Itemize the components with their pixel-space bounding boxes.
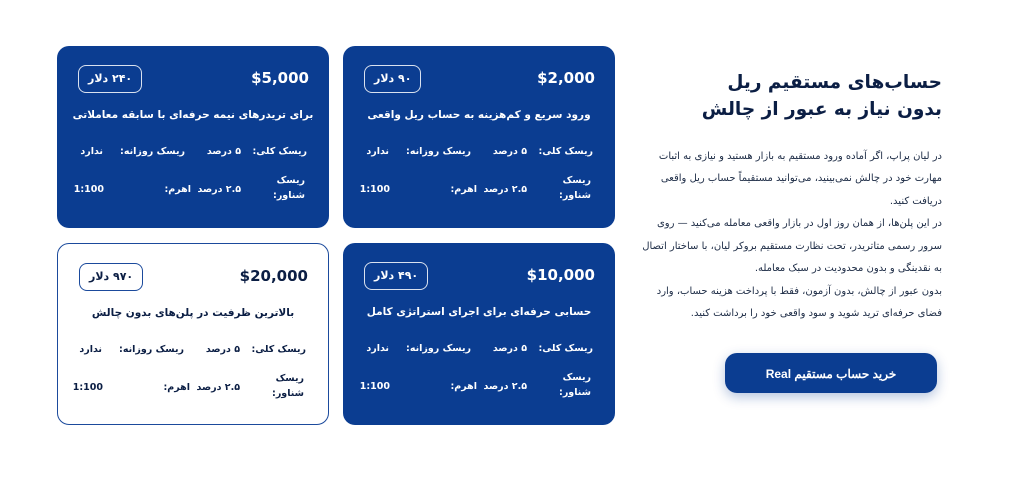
leverage-label: اهرم: (163, 382, 190, 393)
daily-risk-value: ندارد (80, 146, 103, 157)
total-risk-label: ریسک کلی: (538, 146, 593, 157)
buy-real-account-button[interactable]: خرید حساب مستقیم Real (725, 353, 937, 393)
daily-risk-value: ندارد (366, 343, 389, 354)
plan-description: برای تریدرهای نیمه حرفه‌ای با سابقه معاملاتی (72, 109, 314, 121)
plan-fee-badge: ۲۴۰ دلار (78, 65, 142, 93)
plan-card-5000[interactable] (57, 46, 329, 228)
plan-fee-badge: ۹۷۰ دلار (79, 263, 143, 291)
intro-heading-line2: بدون نیاز به عبور از چالش (701, 98, 942, 120)
daily-risk-label: ریسک روزانه: (406, 343, 471, 354)
leverage-value: 1:100 (72, 382, 103, 393)
total-risk-label: ریسک کلی: (252, 146, 307, 157)
daily-risk-value: ندارد (366, 146, 389, 157)
plan-description: بالاترین ظرفیت در پلن‌های بدون چالش (91, 307, 295, 319)
plan-fee-badge: ۹۰ دلار (364, 65, 421, 93)
total-risk-value: ۵ درصد (492, 146, 527, 157)
intro-heading-line1: حساب‌های مستقیم ریل (727, 72, 942, 93)
floating-risk-label: ریسک شناور: (272, 373, 304, 399)
leverage-label: اهرم: (450, 184, 477, 195)
floating-risk-label: ریسک شناور: (559, 175, 591, 201)
plan-fee-badge: ۴۹۰ دلار (364, 262, 428, 290)
daily-risk-label: ریسک روزانه: (406, 146, 471, 157)
total-risk-value: ۵ درصد (205, 344, 240, 355)
plan-card-10000[interactable] (343, 243, 615, 425)
intro-section (642, 70, 942, 326)
daily-risk-label: ریسک روزانه: (119, 344, 184, 355)
leverage-value: 1:100 (73, 184, 104, 195)
floating-risk-label: ریسک شناور: (559, 372, 591, 398)
total-risk-value: ۵ درصد (492, 343, 527, 354)
daily-risk-value: ندارد (79, 344, 102, 355)
leverage-label: اهرم: (164, 184, 191, 195)
intro-paragraph-3: بدون عبور از چالش، بدون آزمون، فقط با پرداخت هزینه حساب، وارد فضای حرفه‌ای ترید شوید و سود واقعی خود را برداشت کنید. (656, 285, 942, 320)
intro-paragraph-2: در این پلن‌ها، از همان روز اول در بازار واقعی معامله می‌کنید — روی سرور رسمی متاتریدر، تحت نظارت مستقیم بروکر لیان، با ساختار اتصال به نقدینگی و بدون محدودیت در سبک معامله. (642, 218, 942, 275)
total-risk-value: ۵ درصد (206, 146, 241, 157)
plan-price: $10,000 (526, 266, 595, 284)
intro-heading (642, 70, 942, 124)
plan-price: $5,000 (251, 69, 309, 87)
total-risk-label: ریسک کلی: (251, 344, 306, 355)
leverage-value: 1:100 (359, 184, 390, 195)
floating-risk-label: ریسک شناور: (273, 175, 305, 201)
plan-price: $2,000 (537, 69, 595, 87)
floating-risk-value: ۲.۵ درصد (483, 184, 527, 195)
floating-risk-value: ۲.۵ درصد (483, 381, 527, 392)
plan-card-2000[interactable] (343, 46, 615, 228)
plan-price: $20,000 (239, 267, 308, 285)
plan-description: ورود سریع و کم‌هزینه به حساب ریل واقعی (367, 109, 591, 121)
daily-risk-label: ریسک روزانه: (120, 146, 185, 157)
total-risk-label: ریسک کلی: (538, 343, 593, 354)
leverage-value: 1:100 (359, 381, 390, 392)
plan-description: حسابی حرفه‌ای برای اجرای استراتژی کامل (366, 306, 592, 318)
floating-risk-value: ۲.۵ درصد (196, 382, 240, 393)
leverage-label: اهرم: (450, 381, 477, 392)
plan-card-20000[interactable] (57, 243, 329, 425)
floating-risk-value: ۲.۵ درصد (197, 184, 241, 195)
intro-paragraph-1: در لیان پراپ، اگر آماده ورود مستقیم به بازار هستید و نیازی به اثبات مهارت خود در چالش نمی‌بینید، می‌توانید مستقیماً حساب ریل واقعی دریافت کنید. (658, 150, 942, 207)
